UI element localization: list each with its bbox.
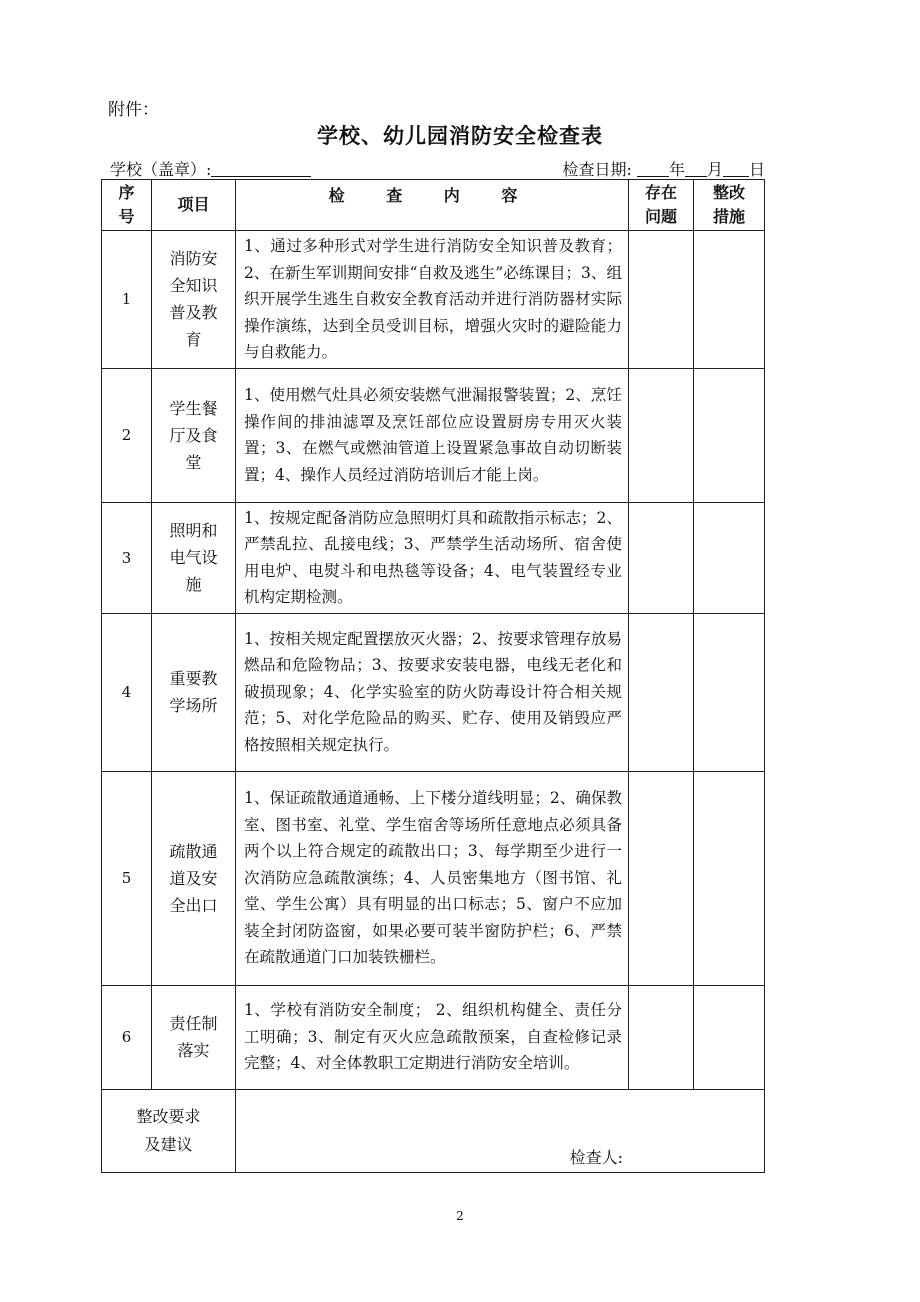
date-month: 月 bbox=[706, 160, 723, 179]
rectification-cell[interactable] bbox=[236, 1089, 765, 1172]
inspection-date-line bbox=[562, 157, 765, 180]
row-item: 疏散通道及安全出口 bbox=[152, 771, 236, 985]
header-rectify: 整改措施 bbox=[694, 180, 765, 231]
row-content: 1、保证疏散通道通畅、上下楼分道线明显；2、确保教室、图书室、礼堂、学生宿舍等场所任意地点必须具备两个以上符合规定的疏散出口；3、每学期至少进行一次消防应急疏散演练；4、人员密集地方（图书馆、礼堂、学生公寓）具有明显的出口标志；5、窗户不应加装全封闭防盗窗，如果必要可装半窗防护栏；6、严禁在疏散通道门口加装铁栅栏。 bbox=[236, 771, 629, 985]
attachment-label: 附件： bbox=[108, 100, 159, 120]
row-no: 5 bbox=[102, 771, 152, 985]
date-label: 检查日期: bbox=[562, 160, 632, 179]
row-issues-cell[interactable] bbox=[629, 613, 694, 771]
table-row bbox=[102, 985, 765, 1089]
row-no: 6 bbox=[102, 985, 152, 1089]
rectification-row bbox=[102, 1089, 765, 1172]
table-row bbox=[102, 502, 765, 613]
row-content: 1、按相关规定配置摆放灭火器；2、按要求管理存放易燃品和危险物品；3、按要求安装电器，电线无老化和破损现象；4、化学实验室的防火防毒设计符合相关规范；5、对化学危险品的购买、贮存、使用及销毁应严格按照相关规定执行。 bbox=[236, 613, 629, 771]
row-content: 1、按规定配备消防应急照明灯具和疏散指示标志；2、严禁乱拉、乱接电线；3、严禁学生活动场所、宿舍使用电炉、电熨斗和电热毯等设备；4、电气装置经专业机构定期检测。 bbox=[236, 502, 629, 613]
inspector-label: 检查人: bbox=[569, 1147, 623, 1167]
row-item: 消防安全知识普及教育 bbox=[152, 231, 236, 369]
month-blank bbox=[685, 161, 707, 177]
row-rectify-cell[interactable] bbox=[694, 231, 765, 369]
row-rectify-cell[interactable] bbox=[694, 985, 765, 1089]
table-row bbox=[102, 368, 765, 502]
row-rectify-cell[interactable] bbox=[694, 502, 765, 613]
year-blank bbox=[637, 161, 669, 177]
row-no: 1 bbox=[102, 231, 152, 369]
row-issues-cell[interactable] bbox=[629, 368, 694, 502]
row-rectify-cell[interactable] bbox=[694, 368, 765, 502]
table-row bbox=[102, 613, 765, 771]
table-header-row bbox=[102, 180, 765, 231]
day-blank bbox=[723, 161, 749, 177]
row-no: 2 bbox=[102, 368, 152, 502]
row-no: 4 bbox=[102, 613, 152, 771]
page-number: 2 bbox=[456, 1209, 464, 1223]
date-year: 年 bbox=[668, 160, 685, 179]
header-item: 项目 bbox=[152, 180, 236, 231]
school-blank bbox=[211, 161, 311, 177]
row-issues-cell[interactable] bbox=[629, 771, 694, 985]
row-item: 学生餐厅及食堂 bbox=[152, 368, 236, 502]
header-no: 序号 bbox=[102, 180, 152, 231]
row-content: 1、学校有消防安全制度； 2、组织机构健全、责任分工明确；3、制定有灭火应急疏散预案，自查检修记录完整；4、对全体教职工定期进行消防安全培训。 bbox=[236, 985, 629, 1089]
row-item: 重要教学场所 bbox=[152, 613, 236, 771]
header-issues: 存在问题 bbox=[629, 180, 694, 231]
table-row bbox=[102, 231, 765, 369]
page-title: 学校、幼儿园消防安全检查表 bbox=[317, 124, 603, 148]
table-row bbox=[102, 771, 765, 985]
row-content: 1、使用燃气灶具必须安装燃气泄漏报警装置；2、烹饪操作间的排油滤罩及烹饪部位应设置厨房专用灭火装置；3、在燃气或燃油管道上设置紧急事故自动切断装置；4、操作人员经过消防培训后才能上岗。 bbox=[236, 368, 629, 502]
row-content: 1、通过多种形式对学生进行消防安全知识普及教育；2、在新生军训期间安排“自救及逃生”必练课目；3、组织开展学生逃生自救安全教育活动并进行消防器材实际操作演练，达到全员受训目标，增强火灾时的避险能力与自救能力。 bbox=[236, 231, 629, 369]
rectification-label: 整改要求及建议 bbox=[102, 1089, 236, 1172]
school-stamp-line bbox=[110, 157, 311, 180]
header-content: 检 查 内 容 bbox=[236, 180, 629, 231]
row-rectify-cell[interactable] bbox=[694, 771, 765, 985]
row-issues-cell[interactable] bbox=[629, 231, 694, 369]
row-issues-cell[interactable] bbox=[629, 502, 694, 613]
inspection-table bbox=[101, 179, 765, 1173]
row-no: 3 bbox=[102, 502, 152, 613]
row-issues-cell[interactable] bbox=[629, 985, 694, 1089]
date-day: 日 bbox=[748, 160, 765, 179]
row-item: 照明和电气设施 bbox=[152, 502, 236, 613]
row-item: 责任制落实 bbox=[152, 985, 236, 1089]
school-label: 学校（盖章）: bbox=[110, 160, 212, 179]
row-rectify-cell[interactable] bbox=[694, 613, 765, 771]
